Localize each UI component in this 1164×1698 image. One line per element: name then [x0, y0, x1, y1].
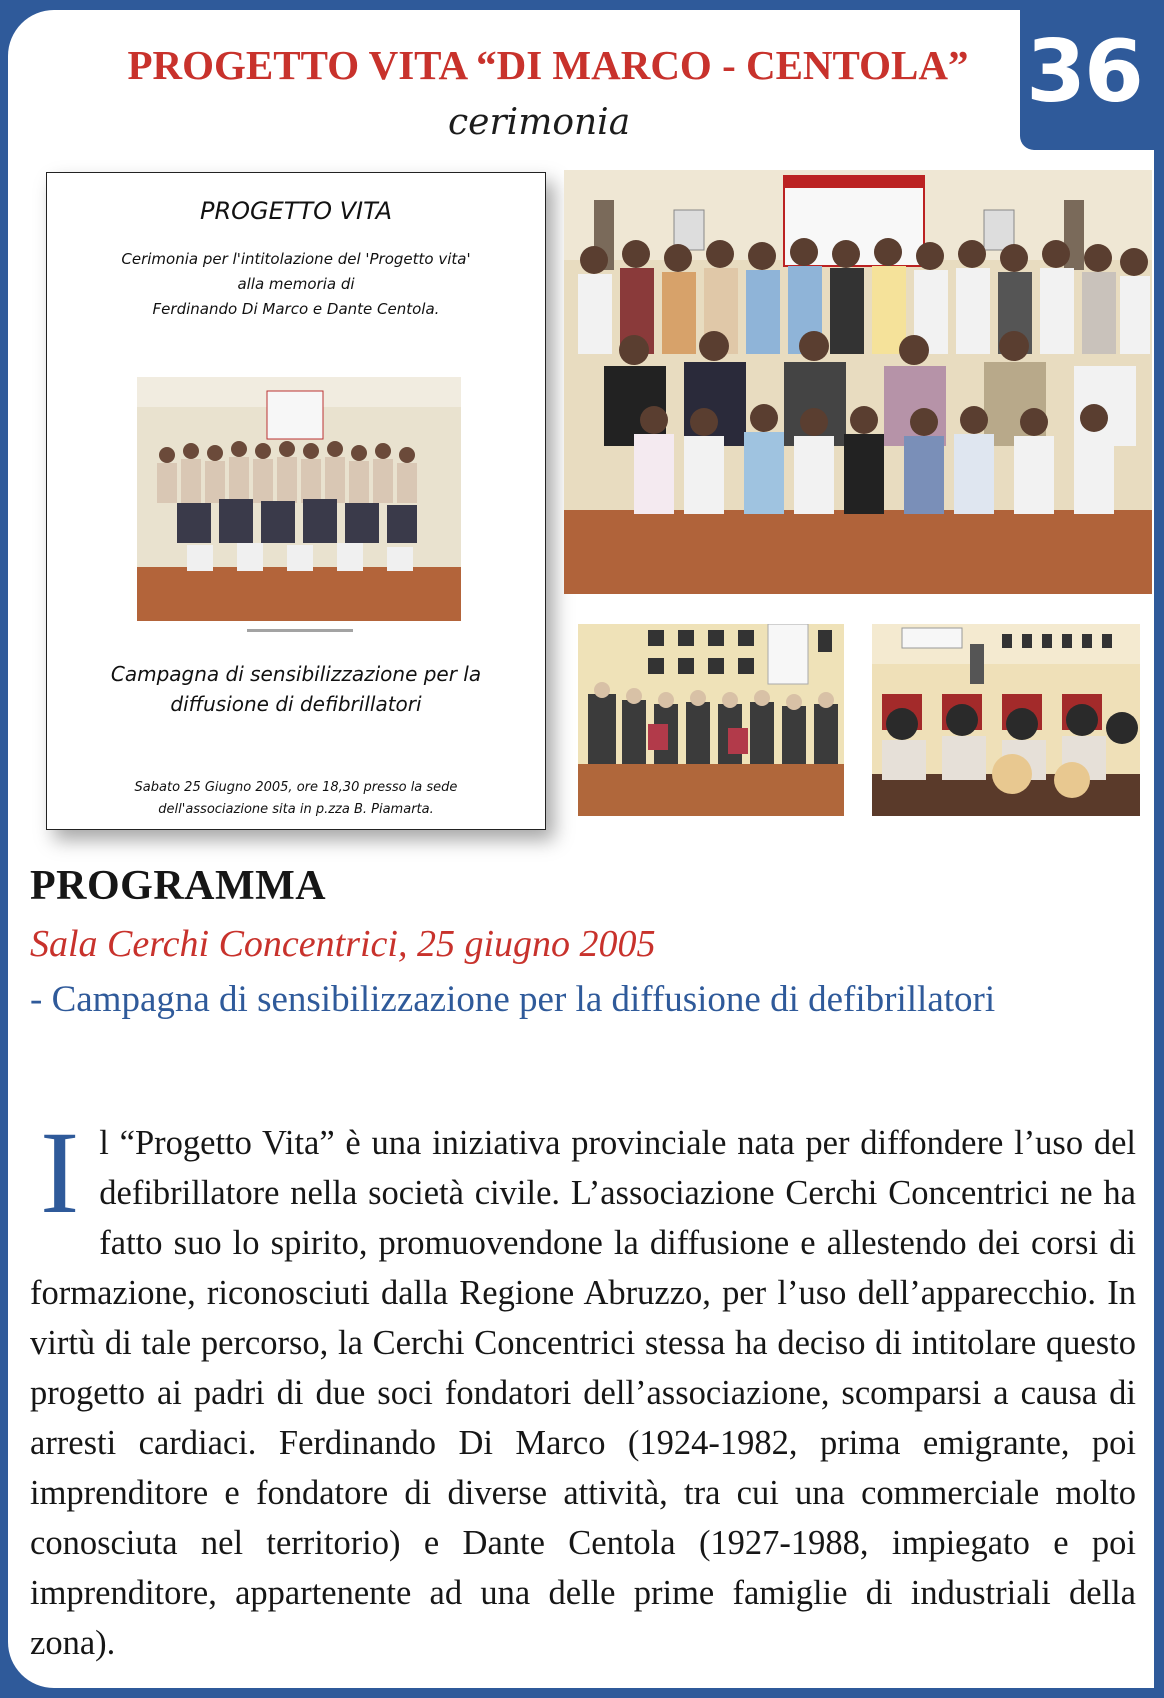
page-number-box: [1020, 10, 1154, 150]
programma-heading: PROGRAMMA: [30, 863, 327, 909]
invitation-date-location: Sabato 25 Giugno 2005, ore 18,30 presso la sede dell'associazione sita in p.zza B. Piamarta.: [134, 780, 458, 817]
page-subtitle: cerimonia: [448, 102, 631, 143]
page-paper: [8, 10, 1154, 1688]
invitation-photo-caption-line: [247, 629, 353, 632]
invitation-card: [46, 172, 546, 830]
drop-cap: I: [40, 1107, 80, 1238]
audience-photo-image-2: [872, 624, 1140, 816]
page-title: PROGETTO VITA “DI MARCO - CENTOLA”: [127, 42, 969, 88]
invitation-description: Cerimonia per l'intitolazione del 'Progetto vita' alla memoria di Ferdinando Di Marco e Dante Centola.: [121, 250, 471, 318]
body-text: l “Progetto Vita” è una iniziativa provinciale nata per diffondere l’uso del defibrillatore nella società civile. L’associazione Cerchi Concentrici ne ha fatto suo lo spirito, promuovendone la diffusione e allestendo dei corsi di formazione, riconosciuti dalla Regione Abruzzo, per l’uso dell’apparecchio. In virtù di tale percorso, la Cerchi Concentrici stessa ha deciso di intitolare questo progetto ai padri di due soci fondatori dell’associazione, scomparsi a causa di arresti cardiaci. Ferdinando Di Marco (1924-1982, prima emigrante, poi imprenditore e fondatore di diverse attività, tra cui una commerciale molto conosciuta nel territorio) e Dante Centola (1927-1988, impiegato e poi imprenditore, appartenente ad una delle prime famiglie di industriali della zona).: [30, 1124, 1136, 1662]
body-paragraph: [30, 1107, 1136, 1668]
invitation-campaign: Campagna di sensibilizzazione per la diffusione di defibrillatori: [110, 662, 482, 716]
page-number: 36: [1026, 22, 1142, 122]
invitation-group-photo: [137, 377, 461, 621]
programma-item: - Campagna di sensibilizzazione per la diffusione di defibrillatori: [30, 979, 996, 1020]
invitation-title: PROGETTO VITA: [199, 197, 392, 225]
programma-place-date: Sala Cerchi Concentrici, 25 giugno 2005: [30, 923, 656, 965]
audience-photo-image-1: [578, 624, 844, 816]
group-photo-image: [564, 170, 1152, 594]
